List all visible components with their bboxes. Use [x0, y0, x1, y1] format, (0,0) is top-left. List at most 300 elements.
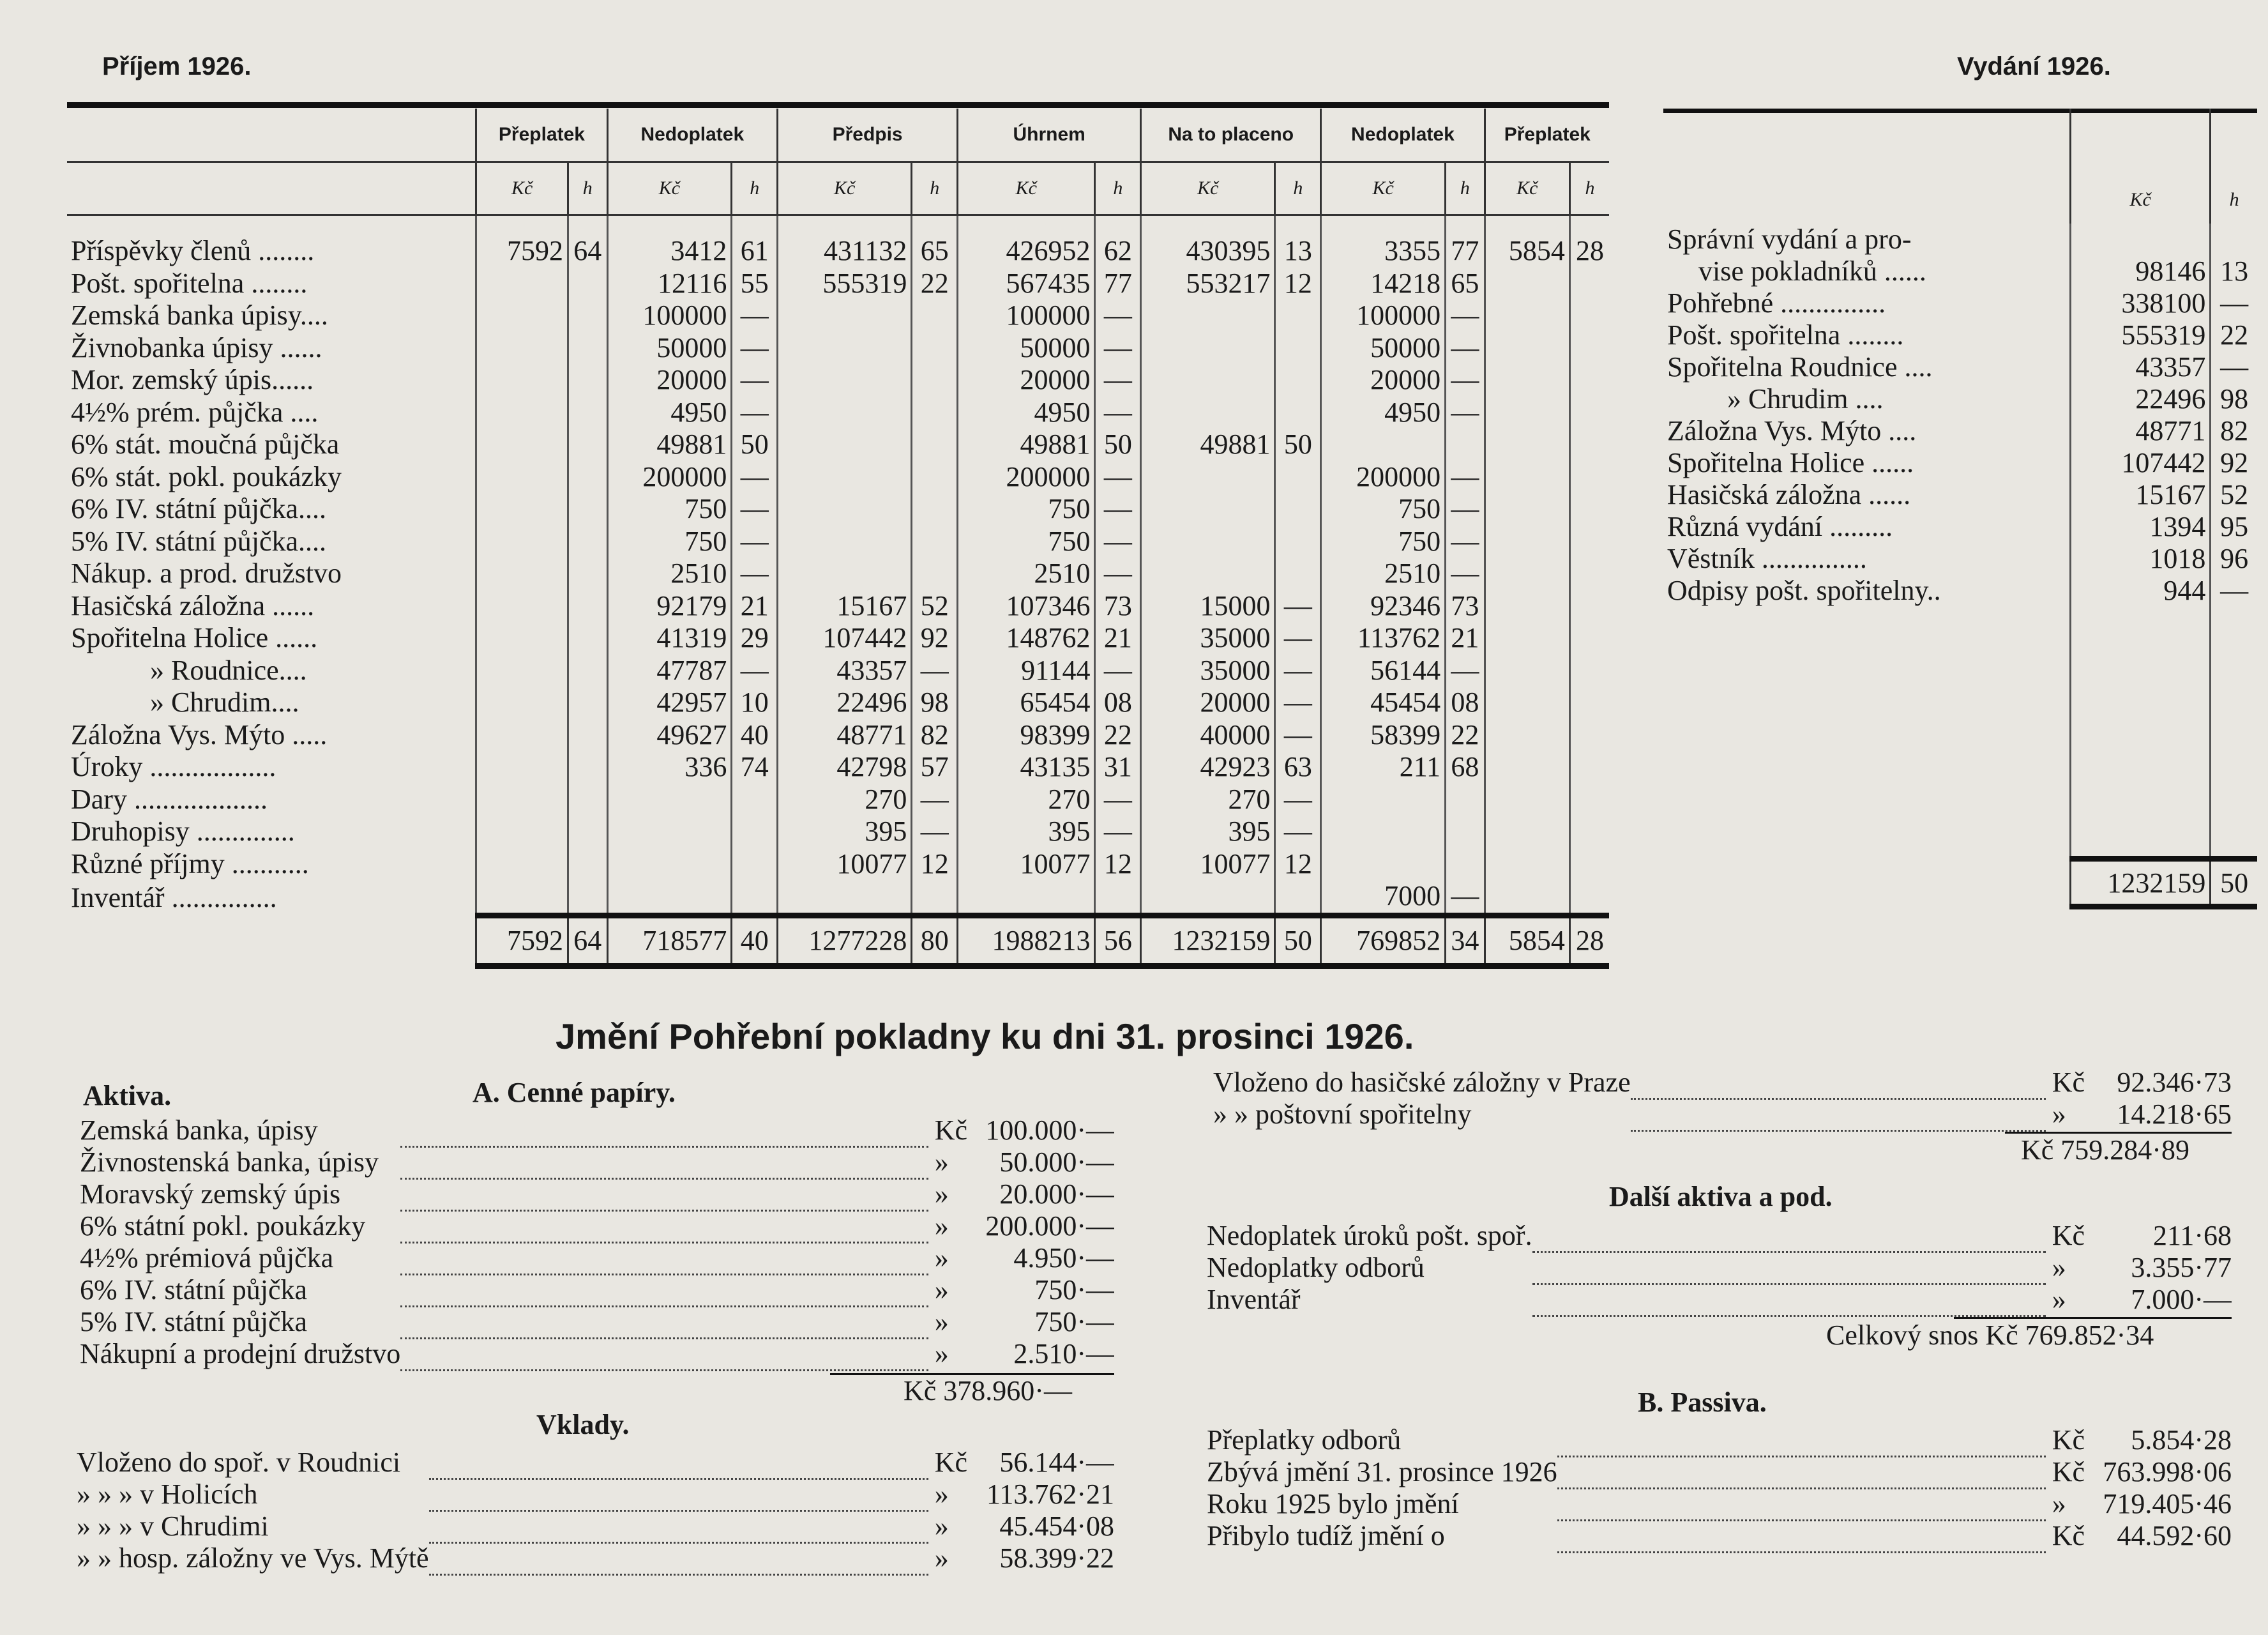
kc-cell: 1394: [2070, 511, 2210, 543]
label-header: [67, 109, 476, 162]
total-cell: 769852: [1321, 915, 1446, 966]
row-label: Věstník ...............: [1667, 543, 1867, 574]
item-value: 719.405·46: [2103, 1488, 2232, 1519]
h-cell: [568, 461, 607, 494]
h-cell: 12: [1275, 268, 1321, 300]
item-label: » » poštovní spořitelny: [1213, 1099, 1472, 1130]
h-cell: [1275, 332, 1321, 365]
total-label: [1663, 859, 2070, 907]
h-cell: [568, 655, 607, 687]
table-row: [67, 687, 1609, 719]
h-cell: —: [1275, 784, 1321, 816]
kc-cell: 65454: [958, 687, 1095, 719]
h-cell: [1275, 880, 1321, 915]
kc-cell: [1485, 429, 1569, 461]
list-item: [1207, 1424, 2232, 1456]
table-row: [67, 655, 1609, 687]
expense-heading: Vydání 1926.: [1957, 52, 2111, 80]
currency: Kč: [2052, 1456, 2085, 1487]
list-item: [80, 1178, 1114, 1210]
h-cell: —: [1446, 558, 1485, 590]
h-cell: [568, 816, 607, 848]
h-cell: [568, 268, 607, 300]
kc-cell: 944: [2070, 575, 2210, 607]
spacer-cell: [958, 215, 1095, 236]
currency: Kč: [2052, 1520, 2085, 1551]
currency: »: [934, 1274, 949, 1305]
kc-cell: 5854: [1485, 235, 1569, 268]
h-cell: [1569, 655, 1609, 687]
table-row: [1663, 479, 2257, 511]
kc-cell: [1141, 332, 1275, 365]
row-label: Různá vydání .........: [1667, 511, 1893, 542]
row-label: Správní vydání a pro-: [1667, 224, 1912, 255]
currency: »: [934, 1306, 949, 1337]
h-cell: —: [1446, 332, 1485, 365]
spacer-cell: [1095, 215, 1141, 236]
unit-h: h: [568, 162, 607, 215]
kc-cell: 3355: [1321, 235, 1446, 268]
total-cell: 1988213: [958, 915, 1095, 966]
kc-cell: 35000: [1141, 622, 1275, 655]
kc-cell: [1485, 526, 1569, 558]
item-value: 750·—: [1034, 1274, 1114, 1305]
kc-cell: [476, 461, 568, 494]
h-cell: 74: [732, 751, 778, 784]
kc-cell: [476, 848, 568, 881]
h-cell: 82: [2211, 415, 2257, 447]
spacer-cell: [2211, 607, 2257, 859]
kc-cell: 42957: [607, 687, 732, 719]
dot-leader: [1557, 1488, 2046, 1520]
h-cell: [1569, 751, 1609, 784]
kc-cell: [1485, 461, 1569, 494]
h-cell: 98: [912, 687, 958, 719]
h-cell: [1275, 364, 1321, 397]
h-cell: [568, 622, 607, 655]
h-cell: [732, 848, 778, 881]
h-cell: —: [1095, 493, 1141, 526]
row-label: Úroky ..................: [71, 751, 276, 783]
kc-cell: 42923: [1141, 751, 1275, 784]
r-total: Kč 759.284·89: [2021, 1134, 2189, 1166]
currency: »: [2052, 1252, 2066, 1283]
item-value: 20.000·—: [999, 1178, 1114, 1210]
h-cell: 73: [1446, 590, 1485, 623]
kc-cell: 50000: [958, 332, 1095, 365]
kc-cell: 20000: [1321, 364, 1446, 397]
spacer-cell: [568, 215, 607, 236]
item-value: 7.000·—: [2131, 1284, 2232, 1315]
kc-cell: [1141, 300, 1275, 332]
h-cell: —: [1095, 526, 1141, 558]
currency: Kč: [934, 1114, 967, 1146]
table-row: [67, 622, 1609, 655]
item-value: 211·68: [2152, 1220, 2232, 1251]
kc-cell: [1141, 493, 1275, 526]
h-cell: 64: [568, 235, 607, 268]
item-value: 58.399·22: [999, 1542, 1114, 1574]
kc-cell: 107442: [778, 622, 912, 655]
h-cell: —: [732, 300, 778, 332]
row-label: vise pokladníků ......: [1698, 255, 1926, 287]
list-item: [1207, 1220, 2232, 1252]
row-label: Spořitelna Holice ......: [71, 622, 318, 654]
item-value: 50.000·—: [999, 1146, 1114, 1178]
h-cell: —: [1446, 461, 1485, 494]
kc-cell: 15167: [778, 590, 912, 623]
h-cell: 08: [1095, 687, 1141, 719]
kc-cell: 555319: [2070, 319, 2210, 351]
table-row: [67, 816, 1609, 848]
kc-cell: [1485, 784, 1569, 816]
table-row: [1663, 383, 2257, 415]
h-cell: [912, 429, 958, 461]
kc-cell: 47787: [607, 655, 732, 687]
table-row: [1663, 319, 2257, 351]
kc-cell: 113762: [1321, 622, 1446, 655]
kc-cell: [1485, 397, 1569, 429]
item-value: 100.000·—: [985, 1114, 1114, 1146]
kc-cell: [778, 526, 912, 558]
h-cell: 98: [2211, 383, 2257, 415]
kc-cell: 49627: [607, 719, 732, 752]
total-cell: 7592: [476, 915, 568, 966]
kc-cell: 20000: [1141, 687, 1275, 719]
unit-h: h: [1446, 162, 1485, 215]
h-cell: 96: [2211, 543, 2257, 575]
item-label: Nedoplatek úroků pošt. spoř.: [1207, 1220, 1532, 1251]
col-preplatek-2: Přeplatek: [1485, 109, 1609, 162]
kc-cell: [1141, 397, 1275, 429]
kc-cell: [476, 526, 568, 558]
unit-kc: Kč: [607, 162, 732, 215]
kc-cell: 3412: [607, 235, 732, 268]
row-label: » Chrudim....: [150, 687, 299, 719]
h-cell: [1569, 300, 1609, 332]
h-cell: [1275, 300, 1321, 332]
currency: Kč: [2052, 1067, 2085, 1098]
row-label: Různé příjmy ...........: [71, 848, 309, 879]
dot-leader: [400, 1114, 928, 1146]
total-cell: 80: [912, 915, 958, 966]
kc-cell: [1485, 816, 1569, 848]
h-cell: —: [1446, 493, 1485, 526]
currency: »: [934, 1479, 949, 1510]
dot-leader: [400, 1178, 928, 1210]
h-cell: [912, 300, 958, 332]
unit-kc: Kč: [1485, 162, 1569, 215]
kc-cell: [476, 622, 568, 655]
kc-cell: [778, 429, 912, 461]
kc-cell: 10077: [778, 848, 912, 881]
table-row: [67, 848, 1609, 881]
row-label: 6% IV. státní půjčka....: [71, 493, 327, 525]
kc-cell: 45454: [1321, 687, 1446, 719]
income-heading: Příjem 1926.: [102, 52, 252, 80]
income-table: [67, 109, 1609, 969]
kc-cell: [778, 332, 912, 365]
kc-cell: [476, 784, 568, 816]
unit-kc: Kč: [1141, 162, 1275, 215]
kc-cell: 92346: [1321, 590, 1446, 623]
h-cell: —: [1275, 719, 1321, 752]
h-cell: —: [912, 784, 958, 816]
kc-cell: 426952: [958, 235, 1095, 268]
celkovy-snos: Celkový snos Kč 769.852·34: [1826, 1319, 2154, 1351]
h-cell: 13: [1275, 235, 1321, 268]
h-cell: —: [1275, 816, 1321, 848]
kc-cell: [1321, 848, 1446, 881]
dot-leader: [400, 1210, 928, 1242]
h-cell: [912, 332, 958, 365]
kc-cell: [607, 816, 732, 848]
item-label: Přeplatky odborů: [1207, 1424, 1402, 1456]
h-cell: [1569, 364, 1609, 397]
kc-cell: 49881: [607, 429, 732, 461]
kc-cell: 553217: [1141, 268, 1275, 300]
h-cell: —: [1275, 655, 1321, 687]
item-label: Nedoplatky odborů: [1207, 1252, 1425, 1283]
item-label: Zemská banka, úpisy: [80, 1114, 318, 1146]
kc-cell: 270: [958, 784, 1095, 816]
kc-cell: 336: [607, 751, 732, 784]
item-label: 6% státní pokl. poukázky: [80, 1210, 366, 1242]
kc-cell: [1485, 622, 1569, 655]
h-cell: —: [1446, 655, 1485, 687]
h-cell: —: [1095, 784, 1141, 816]
h-cell: 28: [1569, 235, 1609, 268]
item-value: 92.346·73: [2117, 1067, 2232, 1098]
h-cell: 50: [1275, 429, 1321, 461]
row-label: Pošt. spořitelna ........: [71, 267, 308, 299]
h-cell: [912, 364, 958, 397]
kc-cell: 750: [607, 526, 732, 558]
h-cell: —: [1275, 590, 1321, 623]
kc-cell: 48771: [2070, 415, 2210, 447]
kc-cell: 750: [1321, 526, 1446, 558]
spacer-cell: [1446, 215, 1485, 236]
spacer-cell: [1569, 215, 1609, 236]
item-label: Roku 1925 bylo jmění: [1207, 1488, 1459, 1519]
kc-cell: 395: [958, 816, 1095, 848]
kc-cell: [1485, 848, 1569, 881]
kc-cell: 40000: [1141, 719, 1275, 752]
list-item: [1213, 1099, 2232, 1130]
kc-cell: 15167: [2070, 479, 2210, 511]
kc-cell: [607, 784, 732, 816]
currency: »: [934, 1242, 949, 1274]
dot-leader: [400, 1338, 928, 1370]
h-cell: —: [912, 655, 958, 687]
total-cell: 1277228: [778, 915, 912, 966]
row-label: Záložna Vys. Mýto .....: [71, 719, 328, 750]
item-value: 763.998·06: [2103, 1456, 2232, 1487]
item-label: » » » v Chrudimi: [77, 1510, 269, 1542]
row-label: Záložna Vys. Mýto ....: [1667, 415, 1917, 446]
h-cell: [912, 880, 958, 915]
row-label: » Roudnice....: [150, 654, 307, 686]
h-cell: [1569, 784, 1609, 816]
h-cell: 61: [732, 235, 778, 268]
h-cell: [1569, 397, 1609, 429]
kc-cell: [1485, 364, 1569, 397]
currency: Kč: [934, 1447, 967, 1478]
list-item: [77, 1542, 1114, 1574]
h-cell: —: [1095, 364, 1141, 397]
row-label: Nákup. a prod. družstvo: [71, 558, 342, 589]
unit-kc: Kč: [958, 162, 1095, 215]
vklady-right-table: [1213, 1067, 2232, 1132]
dot-leader: [429, 1447, 928, 1479]
spacer-cell: [1275, 215, 1321, 236]
currency: »: [934, 1338, 949, 1369]
h-cell: 21: [1095, 622, 1141, 655]
kc-cell: 395: [778, 816, 912, 848]
col-predpis: Předpis: [778, 109, 958, 162]
kc-cell: [1321, 784, 1446, 816]
unit-h: h: [1095, 162, 1141, 215]
kc-cell: 22496: [2070, 383, 2210, 415]
kc-cell: [1485, 590, 1569, 623]
kc-cell: [1485, 268, 1569, 300]
h-cell: 50: [1095, 429, 1141, 461]
h-cell: 31: [1095, 751, 1141, 784]
h-cell: 55: [732, 268, 778, 300]
kc-cell: [476, 719, 568, 752]
h-cell: 62: [1095, 235, 1141, 268]
dot-leader: [1557, 1456, 2046, 1488]
item-value: 3.355·77: [2131, 1252, 2232, 1283]
total-cell: 34: [1446, 915, 1485, 966]
unit-h: h: [1275, 162, 1321, 215]
h-cell: [912, 558, 958, 590]
row-label: Spořitelna Roudnice ....: [1667, 351, 1933, 383]
list-item: [80, 1338, 1114, 1370]
item-value: 4.950·—: [1013, 1242, 1114, 1274]
h-cell: 22: [2211, 319, 2257, 351]
h-cell: —: [732, 493, 778, 526]
total-cell: 56: [1095, 915, 1141, 966]
h-cell: 13: [2211, 255, 2257, 287]
h-cell: [1569, 719, 1609, 752]
list-item: [80, 1146, 1114, 1178]
spacer-cell: [1321, 215, 1446, 236]
table-row: [67, 300, 1609, 332]
kc-cell: [476, 429, 568, 461]
kc-cell: [1141, 558, 1275, 590]
kc-cell: [778, 461, 912, 494]
currency: »: [934, 1542, 949, 1574]
unit-h: h: [732, 162, 778, 215]
kc-cell: [778, 364, 912, 397]
h-cell: —: [1095, 558, 1141, 590]
unit-h: h: [2211, 109, 2257, 224]
table-row: [67, 493, 1609, 526]
kc-cell: 200000: [607, 461, 732, 494]
h-cell: 63: [1275, 751, 1321, 784]
h-cell: [732, 880, 778, 915]
table-row: [1663, 575, 2257, 607]
h-cell: [568, 687, 607, 719]
item-value: 44.592·60: [2117, 1520, 2232, 1551]
kc-cell: 41319: [607, 622, 732, 655]
kc-cell: [476, 364, 568, 397]
dalsi-aktiva-table: [1207, 1220, 2232, 1317]
kc-cell: 56144: [1321, 655, 1446, 687]
dot-leader: [1532, 1284, 2046, 1316]
h-cell: —: [1446, 880, 1485, 915]
h-cell: [568, 397, 607, 429]
item-label: Živnostenská banka, úpisy: [80, 1146, 379, 1178]
kc-cell: [476, 687, 568, 719]
row-label: Odpisy pošt. spořitelny..: [1667, 575, 1941, 606]
h-cell: [1569, 687, 1609, 719]
item-label: » » » v Holicích: [77, 1479, 258, 1510]
dot-leader: [400, 1306, 928, 1338]
kc-cell: [1485, 300, 1569, 332]
h-cell: —: [732, 332, 778, 365]
h-cell: —: [1446, 397, 1485, 429]
kc-cell: [1141, 461, 1275, 494]
kc-cell: 100000: [1321, 300, 1446, 332]
kc-cell: [476, 751, 568, 784]
kc-cell: 2510: [607, 558, 732, 590]
h-cell: [1275, 558, 1321, 590]
table-row: [67, 429, 1609, 461]
kc-cell: [1141, 364, 1275, 397]
currency: »: [2052, 1099, 2066, 1130]
kc-cell: [1485, 655, 1569, 687]
spacer-cell: [607, 215, 732, 236]
dot-leader: [1532, 1220, 2046, 1252]
total-cell: 40: [732, 915, 778, 966]
table-row: [67, 590, 1609, 623]
row-label: 5% IV. státní půjčka....: [71, 525, 327, 557]
spacer-cell: [778, 215, 912, 236]
total-label: [67, 915, 476, 966]
h-cell: [1446, 816, 1485, 848]
kc-cell: [476, 655, 568, 687]
kc-cell: 43135: [958, 751, 1095, 784]
h-cell: [1095, 880, 1141, 915]
h-cell: [568, 364, 607, 397]
kc-cell: 148762: [958, 622, 1095, 655]
kc-cell: [476, 558, 568, 590]
row-label: Hasičská záložna ......: [71, 589, 315, 621]
table-row: [67, 461, 1609, 494]
dot-leader: [400, 1146, 928, 1178]
kc-cell: 270: [1141, 784, 1275, 816]
kc-cell: 100000: [607, 300, 732, 332]
h-cell: 21: [1446, 622, 1485, 655]
list-item: [1207, 1456, 2232, 1488]
h-cell: [1569, 526, 1609, 558]
item-label: 5% IV. státní půjčka: [80, 1306, 308, 1337]
currency: »: [934, 1510, 949, 1542]
kc-cell: 49881: [1141, 429, 1275, 461]
kc-cell: [1485, 687, 1569, 719]
h-cell: 65: [912, 235, 958, 268]
kc-cell: 107442: [2070, 447, 2210, 479]
h-cell: —: [2211, 287, 2257, 319]
kc-cell: 42798: [778, 751, 912, 784]
kc-cell: [476, 268, 568, 300]
h-cell: [568, 429, 607, 461]
kc-cell: 270: [778, 784, 912, 816]
h-cell: —: [1275, 687, 1321, 719]
row-label: Mor. zemský úpis......: [71, 364, 314, 396]
